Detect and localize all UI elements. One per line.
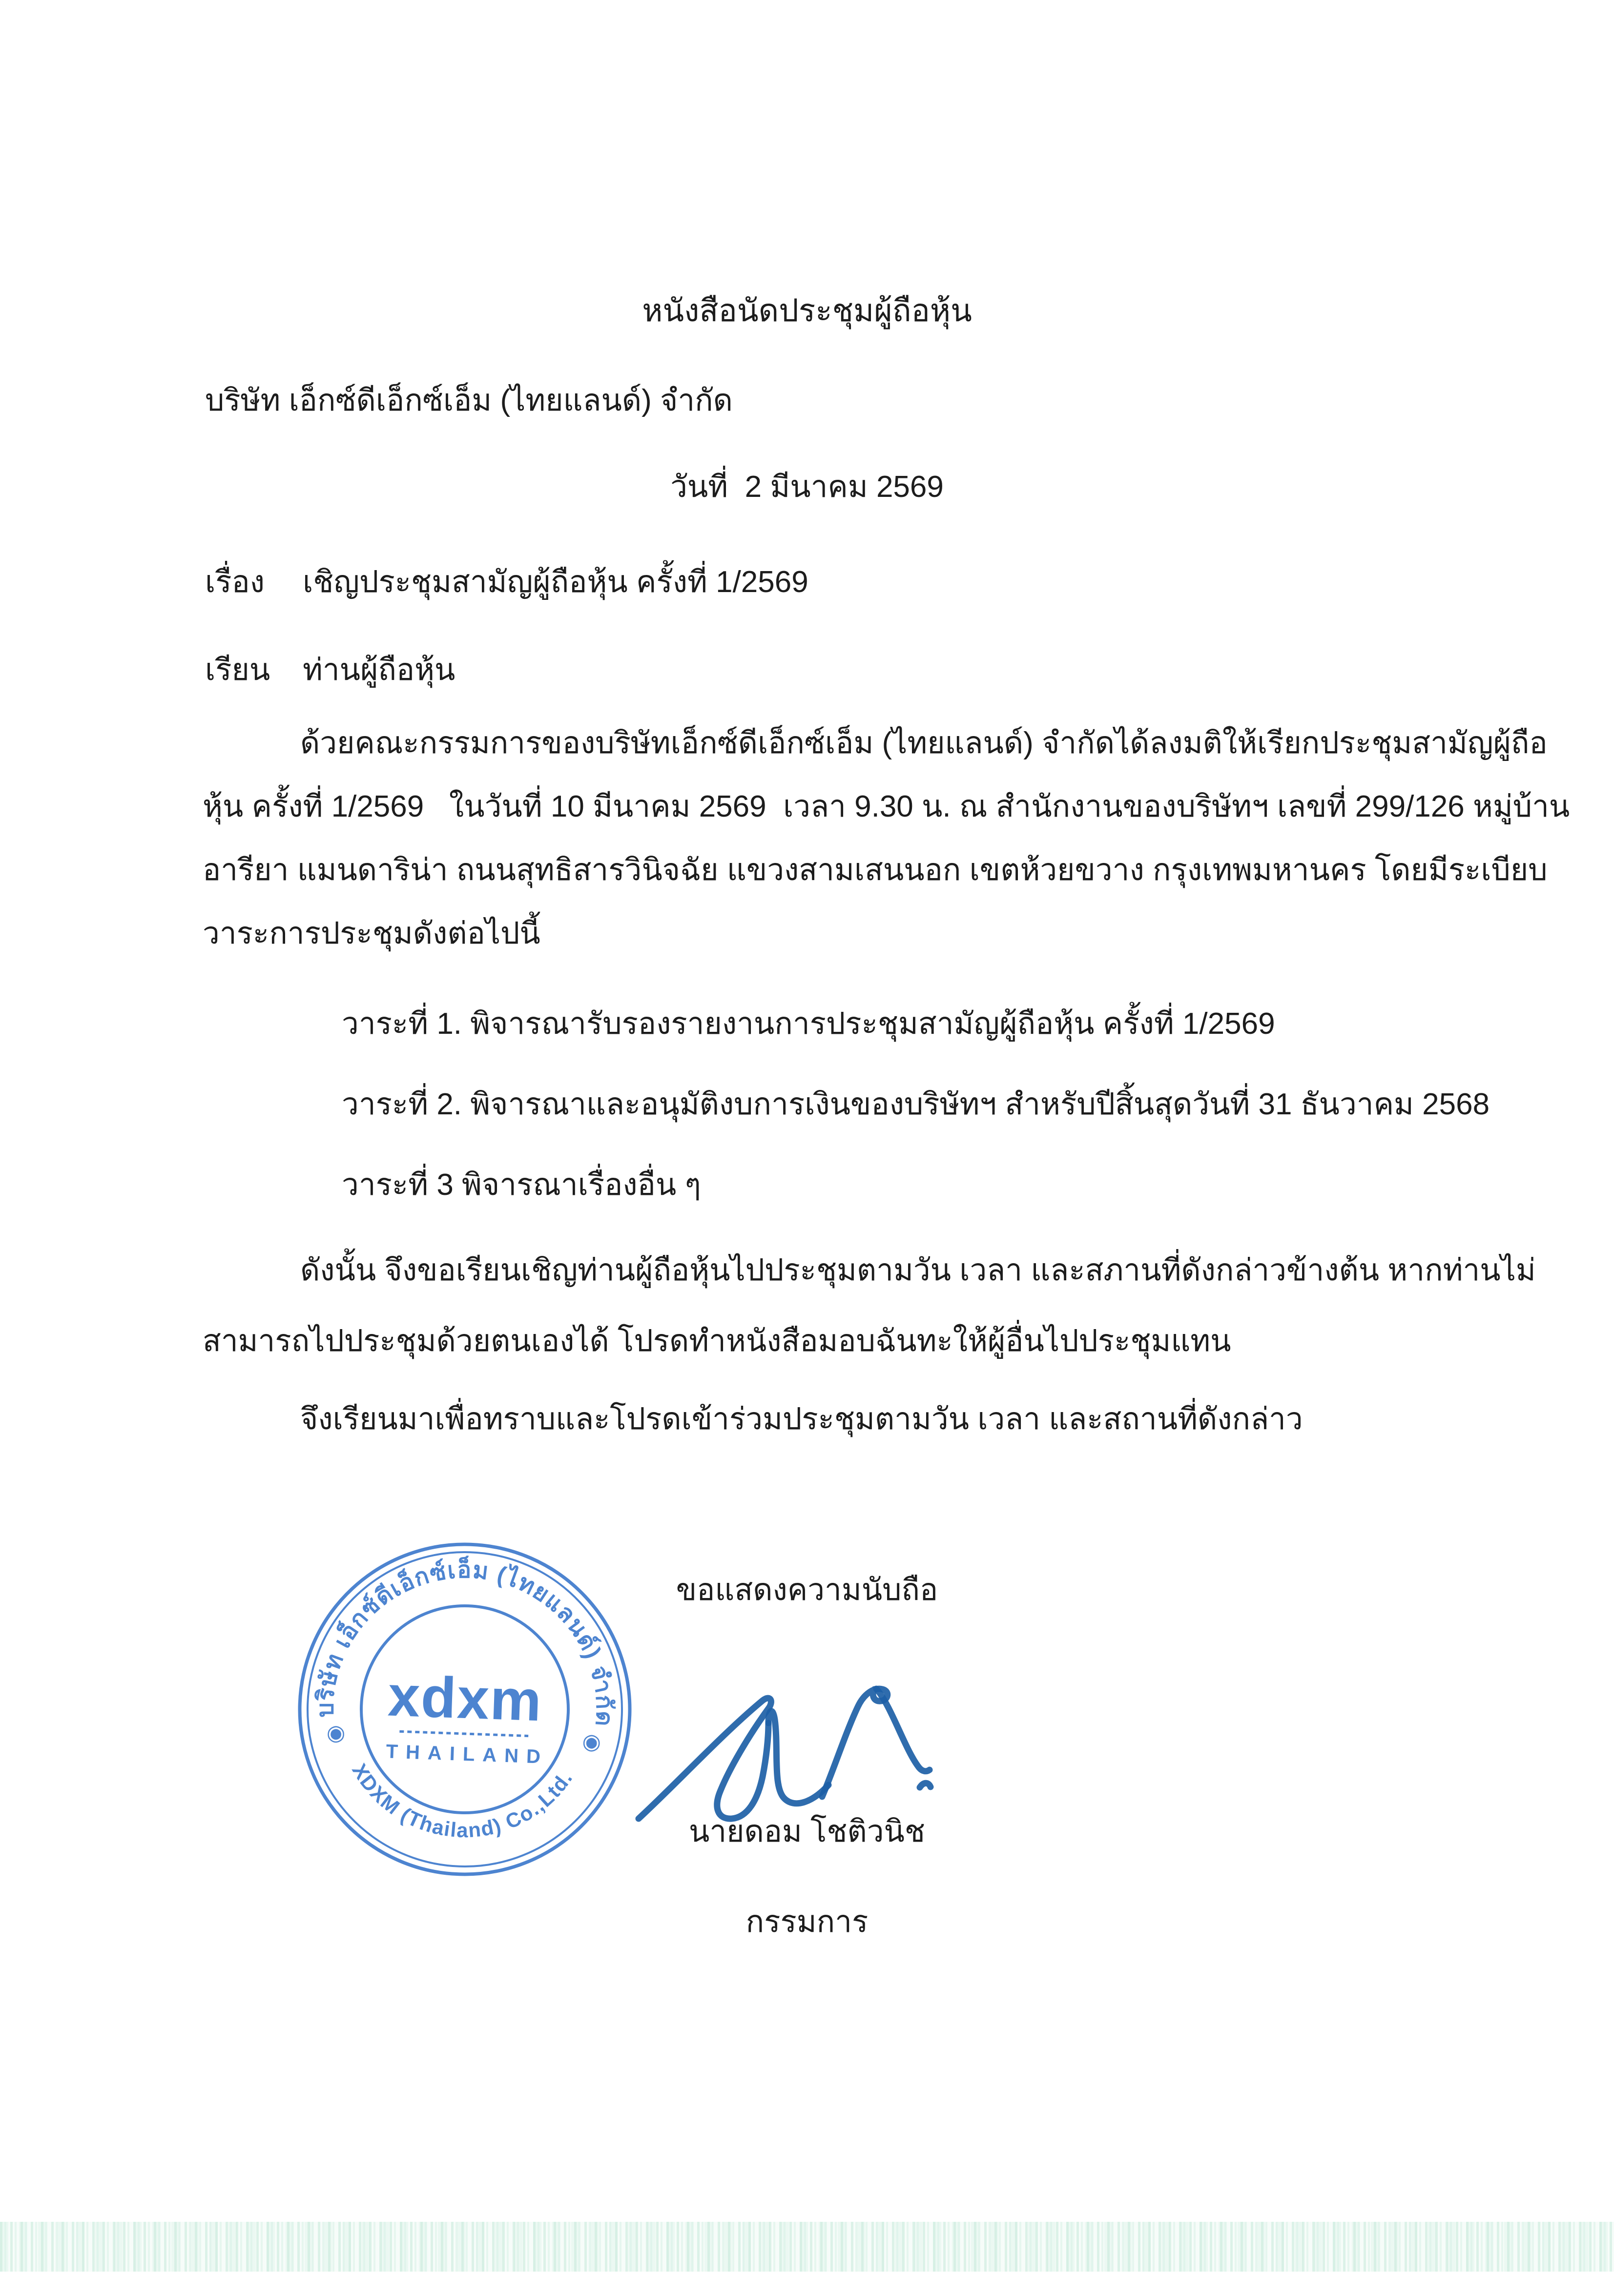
opening-paragraph-line-2: หุ้น ครั้งที่ 1/2569 ในวันที่ 10 มีนาคม 2569 เวลา 9.30 น. ณ สำนักงานของบริษัทฯ เลขที่ 299/126 หมู่บ้าน <box>203 790 1570 823</box>
salutation-label: เรียน <box>205 653 270 687</box>
seal-arc-top-text: บริษัท เอ็กซ์ดีเอ็กซ์เอ็ม (ไทยแลนด์) จำกัด <box>312 1557 618 1728</box>
signer-name: นายดอม โชติวนิช <box>688 1815 926 1848</box>
subject-label: เรื่อง <box>205 565 265 599</box>
signature-stroke-5 <box>920 1783 931 1787</box>
date-line: วันที่ 2 มีนาคม 2569 <box>670 470 944 504</box>
signature <box>625 1660 937 1835</box>
signature-stroke-4 <box>876 1689 930 1771</box>
agenda-item-1: วาระที่ 1. พิจารณารับรองรายงานการประชุมสามัญผู้ถือหุ้น ครั้งที่ 1/2569 <box>342 1007 1275 1041</box>
opening-paragraph-line-4: วาระการประชุมดังต่อไปนี้ <box>203 917 540 950</box>
agenda-item-3: วาระที่ 3 พิจารณาเรื่องอื่น ๆ <box>342 1168 701 1202</box>
opening-paragraph-line-1: ด้วยคณะกรรมการของบริษัทเอ็กซ์ดีเอ็กซ์เอ็ม (ไทยแลนด์) จำกัดได้ลงมติให้เรียกประชุมสามัญผู้ถือ <box>300 726 1548 760</box>
seal-arc-bottom-text: XDXM (Thailand) Co.,Ltd. <box>348 1760 578 1842</box>
document-title: หนังสือนัดประชุมผู้ถือหุ้น <box>642 293 972 328</box>
complimentary-close: ขอแสดงความนับถือ <box>676 1573 938 1607</box>
signature-stroke-2 <box>768 1711 828 1804</box>
request-paragraph-line-1: ดังนั้น จึงขอเรียนเชิญท่านผู้ถือหุ้นไปประชุมตามวัน เวลา และสภานที่ดังกล่าวข้างต้น หากท่านไม่ <box>300 1253 1536 1287</box>
request-paragraph-line-2: สามารถไปประชุมด้วยตนเองได้ โปรดทำหนังสือมอบฉันทะให้ผู้อื่นไปประชุมแทน <box>203 1324 1231 1358</box>
company-name-line: บริษัท เอ็กซ์ดีเอ็กซ์เอ็ม (ไทยแลนด์) จำกัด <box>205 384 733 417</box>
subject-text: เชิญประชุมสามัญผู้ถือหุ้น ครั้งที่ 1/2569 <box>303 565 808 599</box>
seal-logo-text: xdxm <box>387 1663 544 1734</box>
seal-separator-left-icon: ◉ <box>326 1721 346 1745</box>
closing-line: จึงเรียนมาเพื่อทราบและโปรดเข้าร่วมประชุมตามวัน เวลา และสถานที่ดังกล่าว <box>300 1402 1303 1436</box>
scan-artifact-strip <box>0 2222 1614 2272</box>
salutation-text: ท่านผู้ถือหุ้น <box>303 653 455 687</box>
signer-position: กรรมการ <box>745 1905 869 1939</box>
signature-stroke-1 <box>639 1698 771 1819</box>
seal-logo-subtext: THAILAND <box>385 1741 549 1768</box>
seal-separator-right-icon: ◉ <box>581 1729 601 1754</box>
agenda-item-2: วาระที่ 2. พิจารณาและอนุมัติงบการเงินของบริษัทฯ สำหรับปีสิ้นสุดวันที่ 31 ธันวาคม 2568 <box>342 1087 1490 1121</box>
opening-paragraph-line-3: อารียา แมนดาริน่า ถนนสุทธิสารวินิจฉัย แขวงสามเสนนอก เขตห้วยขวาง กรุงเทพมหานคร โดยมีระเบียบ <box>203 853 1548 887</box>
signature-stroke-3 <box>822 1689 888 1797</box>
